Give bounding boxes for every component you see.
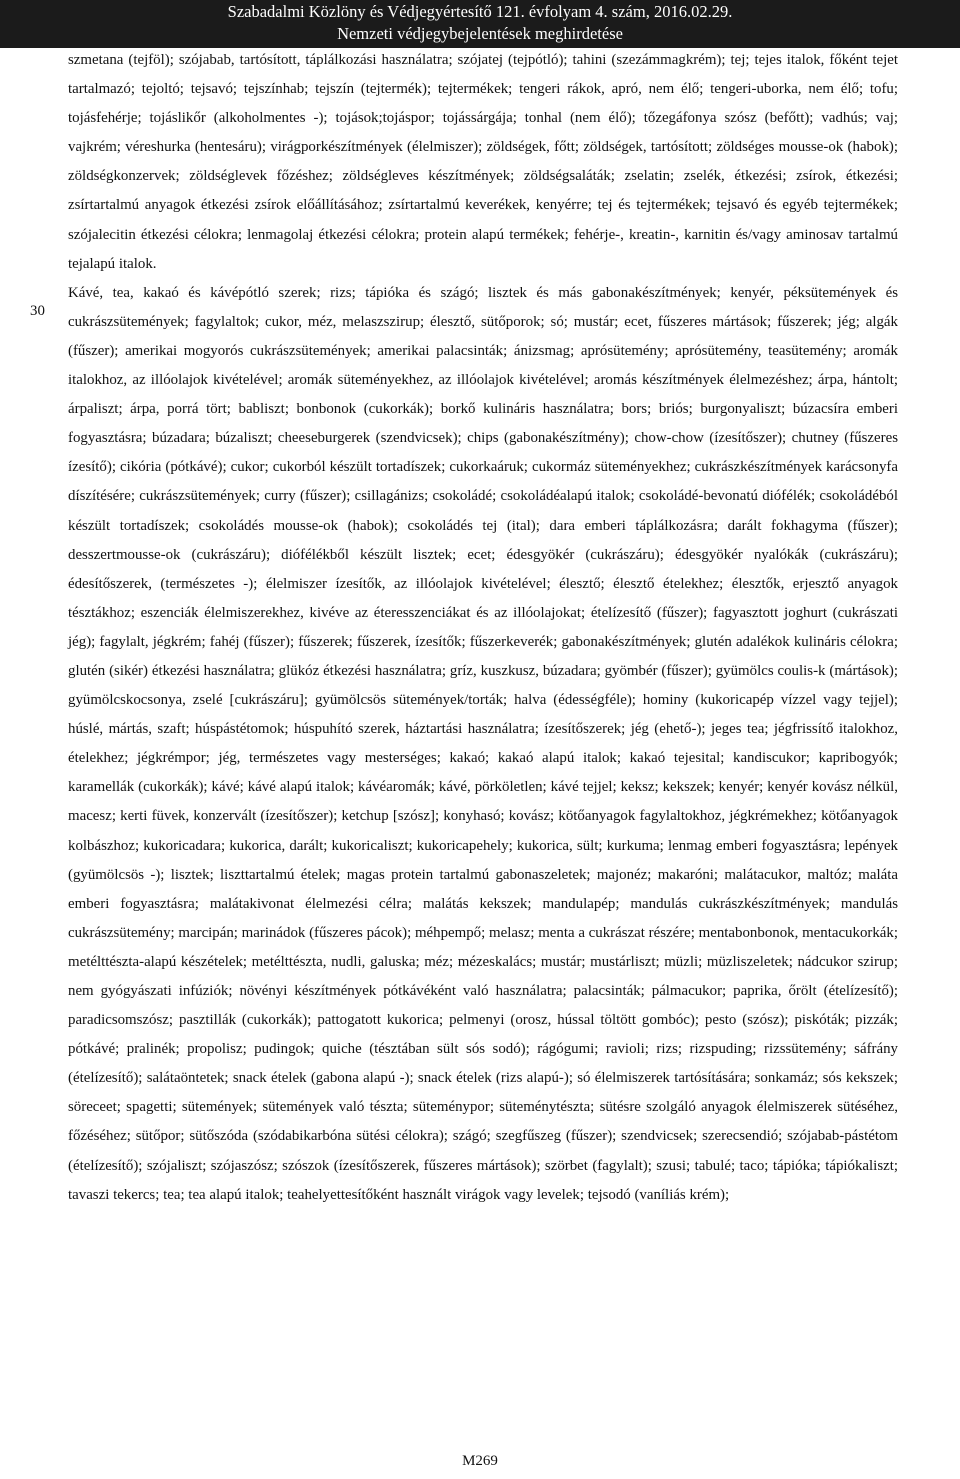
page-number: M269 (462, 1453, 498, 1469)
journal-title: Szabadalmi Közlöny és Védjegyértesítő 121. évfolyam 4. szám, 2016.02.29. (227, 2, 733, 21)
section-title: Nemzeti védjegybejelentések meghirdetése (337, 24, 623, 43)
journal-header (0, 0, 960, 48)
class-30-paragraph (30, 279, 898, 1210)
continuation-paragraph: szmetana (tejföl); szójabab, tartósított, táplálkozási használatra; szójatej (tejpótló); tahini (szezámmagkrém); tej; tejes italok, főként tejet tartalmazó; tejoltó; tejsavó; tejszínhab; tejszín (tejtermék); tejtermékek; tengeri rákok, apró, nem élő; tengeri-uborka, nem élő; tofu; tojásfehérje; tojáslikőr (alkoholmentes -); tojások;tojáspor; tojássárgája; tonhal (nem élő); tőzegáfonya szósz (befőtt); vadhús; vaj; vajkrém; véreshurka (hentesáru); virágporkészítmények (élelmiszer); zöldségek, főtt; zöldségek, tartósított; zöldséges mousse-ok (habok); zöldségkonzervek; zöldséglevek főzéshez; zöldségleves készítmények; zöldségsaláták; zselatin; zselék, étkezési; zsírok, étkezési; zsírtartalmú anyagok étkezési zsírok előállításához; zsírtartalmú keverékek, kenyérre; tej és tejtermékek; tejsavó és egyéb tejtermékek; szójalecitin étkezési célokra; lenmagolaj étkezési célokra; protein alapú termékek; fehérje-, kreatin-, karnitin és/vagy aminosav tartalmú tejalapú italok. (68, 52, 898, 272)
class-30-text: Kávé, tea, kakaó és kávépótló szerek; rizs; tápióka és szágó; lisztek és más gabonakészítmények; kenyér, péksütemények és cukrászsütemények; fagylaltok; cukor, méz, melaszszirup; élesztő, sütőporok; só; mustár; ecet, fűszeres mártások; fűszerek; jég; algák (fűszer); amerikai mogyorós cukrászsütemények; amerikai palacsinták; ánizsmag; aprósütemény; aprósütemény, teasütemény; aromák italokhoz, az illóolajok kivételével; aromák süteményekhez, az illóolajok kivételével; aromás készítmények élelmezéshez; árpa, hántolt; árpaliszt; árpa, porrá tört; babliszt; bonbonok (cukorkák); borkő kulináris használatra; bors; briós; burgonyaliszt; búzacsíra emberi fogyasztásra; búzadara; búzaliszt; cheeseburgerek (szendvicsek); chips (gabonakészítmény); chow-chow (ízesítőszer); chutney (fűszeres ízesítő); cikória (pótkávé); cukor; cukorból készült tortadíszek; cukorkaáruk; cukormáz süteményekhez; cukrászkészítmények karácsonyfa díszítésére; cukrászsütemények; curry (fűszer); csillagánizs; csokoládé; csokoládéalapú italok; csokoládé-bevonatú diófélék; csokoládéból készült tortadíszek; csokoládés mousse-ok (habok); csokoládés tej (ital); dara emberi táplálkozásra; darált fokhagyma (fűszer); desszertmousse-ok (cukrászáru); diófélékből készült lisztek; ecet; édesgyökér (cukrászáru); édesgyökér nyalókák (cukrászáru); édesítőszerek, (természetes -); élelmiszer ízesítők, az illóolajok kivételével; élesztő; élesztő ételekhez; élesztők, erjesztő anyagok tésztákhoz; eszenciák élelmiszerekhez, kivéve az éteresszenciákat és az illóolajokat; ételízesítő (fűszer); fagyasztott joghurt (cukrászati jég); fagylalt, jégkrém; fahéj (fűszer); fűszerek; fűszerek, ízesítők; fűszerkeverék; gabonakészítmények; glutén adalékok kulináris célokra; glutén (sikér) étkezési használatra; glükóz étkezési használatra; gríz, kuszkusz, búzadara; gyömbér (fűszer); gyümölcs coulis-k (mártások); gyümölcskocsonya, zselé [cukrászáru]; gyümölcsös sütemények/torták; halva (édességféle); hominy (kukoricapép vízzel vagy tejjel); húslé, mártás, szaft; húspástétomok; húspuhító szerek, háztartási használatra; ízesítőszerek; jég (ehető-); jeges tea; jégfrissítő italokhoz, ételekhez; jégkrémpor; jég, természetes vagy mesterséges; kakaó; kakaó alapú italok; kakaó tejesital; kandiscukor; kapribogyók; karamellák (cukorkák); kávé; kávé alapú italok; kávéaromák; kávé, pörköletlen; kávé tejjel; keksz; kekszek; kenyér; kenyér kovász nélkül, macesz; kerti füvek, konzervált (ízesítőszer); ketchup [szósz]; konyhasó; kovász; kötőanyagok fagylaltokhoz, jégkrémekhez; kötőanyagok kolbászhoz; kukoricadara; kukorica, darált; kukoricaliszt; kukoricapehely; kukorica, sült; kurkuma; lenmag emberi fogyasztásra; lepények (gyümölcsös -); lisztek; liszttartalmú ételek; magas protein tartalmú gabonaszeletek; majonéz; makaróni; malátacukor, maltóz; maláta emberi fogyasztásra; malátakivonat élelmezési célra; malátás kekszek; mandulapép; mandulás cukrászkészítmények; mandulás cukrászsütemény; marcipán; marinádok (fűszeres pácok); méhpempő; melasz; menta a cukrászat részére; mentabonbonok, mentacukorkák; metélttészta-alapú készételek; metélttészta, nudli, galuska; méz; mézeskalács; mustár; mustárliszt; müzli; müzliszeletek; nádcukor szirup; nem gyógyászati infúziók; növényi készítmények pótkávéként való használatra; palacsinták; pálmacukor; paprika, őrölt (ételízesítő); paradicsomszósz; pasztillák (cukorkák); pattogatott kukorica; pelmenyi (orosz, hússal töltött gombóc); pesto (szósz); piskóták; pizzák; pótkávé; pralinék; propolisz; pudingok; quiche (tésztában sült sós sodó); rágógumi; ravioli; rizs; rizspuding; rizssütemény; sáfrány (ételízesítő); salátaöntetek; snack ételek (gabona alapú -); snack ételek (rizs alapú-); só élelmiszerek tartósítására; sonkamáz; sós kekszek; söreceet; spagetti; sütemények; sütemények való tészta; süteménypor; süteménytészta; sütésre szolgáló anyagok élelmiszerek sütéséhez, főzéséhez; sütőpor; sütőszóda (szódabikarbóna sütési célokra); szágó; szegfűszeg (fűszer); szendvicsek; szerecsendió; szójabab-pástétom (ételízesítő); szójaliszt; szójaszósz; szószok (ízesítőszerek, fűszeres mártások); szörbet (fagylalt); szusi; tabulé; taco; tápióka; tápiókaliszt; tavaszi tekercs; tea; tea alapú italok; teahelyettesítőként használt virágok vagy levelek; tejsodó (vaníliás krém); (68, 284, 898, 1203)
goods-list-content (30, 46, 898, 1210)
class-number: 30 (30, 302, 45, 319)
